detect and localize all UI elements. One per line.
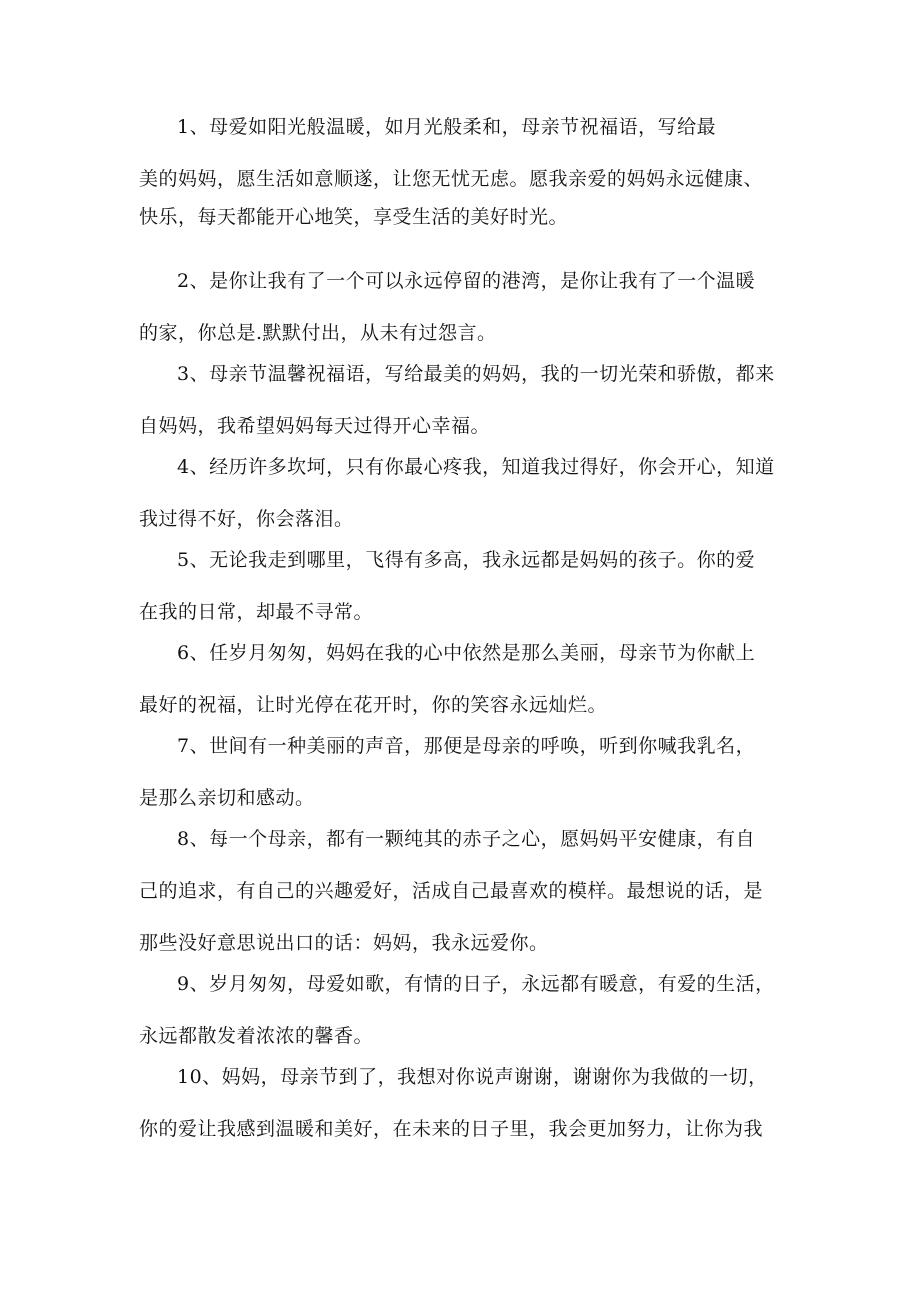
paragraph-line: 己的追求，有自己的兴趣爱好，活成自己最喜欢的模样。最想说的话，是 <box>139 880 764 902</box>
paragraph-line: 你的爱让我感到温暖和美好，在未来的日子里，我会更加努力，让你为我 <box>139 1118 764 1140</box>
paragraph-line: 10、妈妈，母亲节到了，我想对你说声谢谢，谢谢你为我做的一切， <box>177 1066 768 1088</box>
paragraph-line: 的家，你总是.默默付出，从未有过怨言。 <box>139 322 497 344</box>
paragraph-9 <box>139 965 784 1055</box>
paragraph-line: 在我的日常，却最不寻常。 <box>139 601 374 623</box>
paragraph-line: 4、经历许多坎坷，只有你最心疼我，知道我过得好，你会开心，知道 <box>177 456 775 478</box>
paragraph-line: 美的妈妈，愿生活如意顺遂，让您无忧无虑。愿我亲爱的妈妈永远健康、 <box>139 168 764 190</box>
paragraph-line: 我过得不好，你会落泪。 <box>139 508 354 530</box>
paragraph-line: 2、是你让我有了一个可以永远停留的港湾，是你让我有了一个温暖 <box>177 270 756 292</box>
paragraph-line: 自妈妈，我希望妈妈每天过得开心幸福。 <box>139 415 491 437</box>
paragraph-line: 那些没好意思说出口的话：妈妈，我永远爱你。 <box>139 932 549 954</box>
paragraph-5 <box>139 541 784 631</box>
paragraph-line: 永远都散发着浓浓的馨香。 <box>139 1025 374 1047</box>
paragraph-6 <box>139 634 784 724</box>
paragraph-line: 5、无论我走到哪里，飞得有多高，我永远都是妈妈的孩子。你的爱 <box>177 549 756 571</box>
paragraph-2 <box>139 262 784 352</box>
paragraph-line: 是那么亲切和感动。 <box>139 787 315 809</box>
paragraph-line: 6、任岁月匆匆，妈妈在我的心中依然是那么美丽，母亲节为你献上 <box>177 642 756 664</box>
paragraph-line: 3、母亲节温馨祝福语，写给最美的妈妈，我的一切光荣和骄傲，都来 <box>177 363 775 385</box>
paragraph-line: 快乐，每天都能开心地笑，享受生活的美好时光。 <box>139 206 569 228</box>
paragraph-line: 1、母爱如阳光般温暖，如月光般柔和，母亲节祝福语，写给最 <box>177 116 717 138</box>
paragraph-7 <box>139 727 784 817</box>
paragraph-3 <box>139 355 784 445</box>
paragraph-8 <box>139 820 784 962</box>
paragraph-4 <box>139 448 784 538</box>
paragraph-line: 最好的祝福，让时光停在花开时，你的笑容永远灿烂。 <box>139 694 608 716</box>
paragraph-1 <box>139 108 784 236</box>
paragraph-line: 8、每一个母亲，都有一颗纯其的赤子之心，愿妈妈平安健康，有自 <box>177 828 756 850</box>
paragraph-line: 9、岁月匆匆，母爱如歌，有情的日子，永远都有暖意，有爱的生活， <box>177 973 775 995</box>
paragraph-10 <box>139 1058 784 1148</box>
paragraph-line: 7、世间有一种美丽的声音，那便是母亲的呼唤，听到你喊我乳名， <box>177 735 756 757</box>
